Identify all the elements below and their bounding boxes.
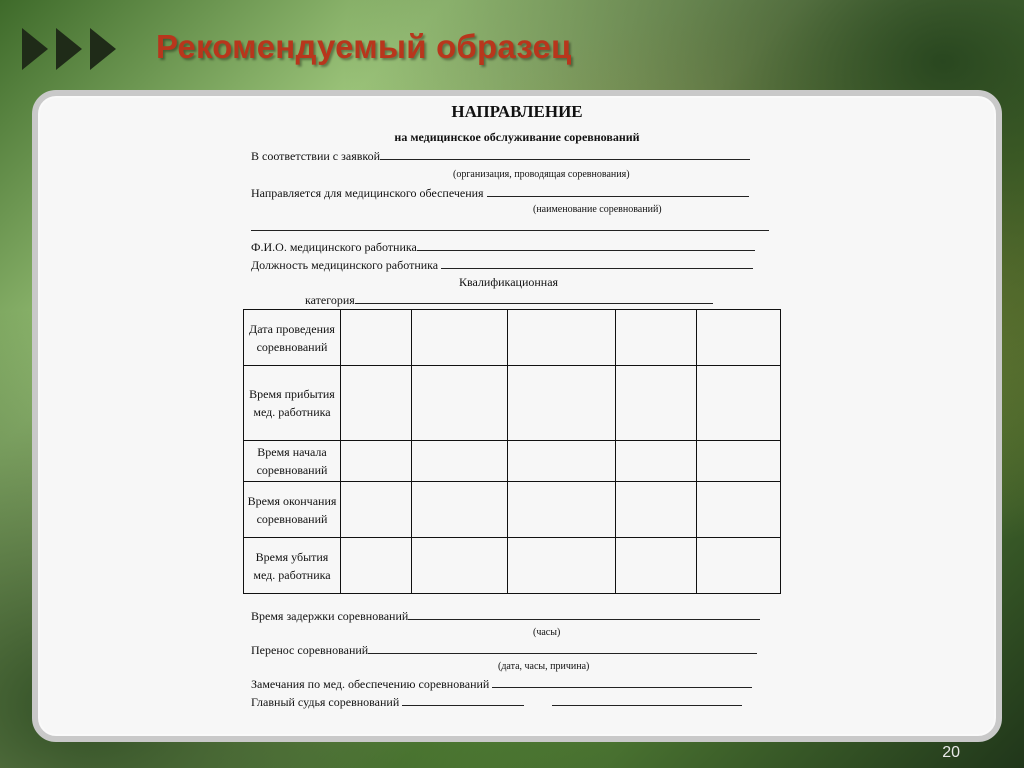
position-blank	[441, 257, 753, 269]
referral-form	[38, 96, 996, 736]
sent-for-label: Направляется для медицинского обеспечения	[251, 186, 484, 200]
table-cell	[697, 310, 781, 366]
judge-name-blank	[552, 694, 742, 706]
remarks-label: Замечания по мед. обеспечению соревнований	[251, 677, 490, 691]
row-label: Время прибытия мед. работника	[244, 366, 341, 441]
transfer-label: Перенос соревнований	[251, 643, 369, 657]
worker-name-blank	[417, 239, 755, 251]
table-cell	[616, 538, 697, 594]
nav-arrows	[22, 28, 124, 70]
schedule-table	[243, 309, 781, 594]
table-cell	[616, 482, 697, 538]
table-cell	[508, 482, 616, 538]
judge-signature-blank	[402, 694, 524, 706]
document-panel	[32, 90, 1002, 742]
table-cell	[508, 538, 616, 594]
table-cell	[412, 482, 508, 538]
qualification-line-1: Квалификационная	[459, 275, 559, 289]
table-row	[244, 310, 781, 366]
table-cell	[508, 366, 616, 441]
arrow-icon	[56, 28, 82, 70]
table-cell	[697, 441, 781, 482]
transfer-blank	[368, 642, 757, 654]
judge-label: Главный судья соревнований	[251, 695, 400, 709]
form-subtitle: на медицинское обслуживание соревнований	[394, 130, 640, 144]
table-cell	[341, 482, 412, 538]
page-number: 20	[942, 744, 960, 761]
delay-line	[251, 608, 760, 624]
table-cell	[341, 310, 412, 366]
table-cell	[341, 366, 412, 441]
table-cell	[341, 441, 412, 482]
arrow-icon	[90, 28, 116, 70]
table-cell	[616, 366, 697, 441]
application-label: В соответствии с заявкой	[251, 149, 381, 163]
position-line	[251, 257, 753, 273]
delay-label: Время задержки соревнований	[251, 609, 409, 623]
table-cell	[412, 366, 508, 441]
table-cell	[697, 482, 781, 538]
continuation-blank	[251, 219, 769, 231]
table-row	[244, 538, 781, 594]
delay-hint: (часы)	[533, 627, 561, 638]
table-row	[244, 441, 781, 482]
row-label: Время убытия мед. работника	[244, 538, 341, 594]
arrow-icon	[22, 28, 48, 70]
sent-for-line	[251, 185, 749, 201]
transfer-line	[251, 642, 757, 658]
position-label: Должность медицинского работника	[251, 258, 439, 272]
delay-blank	[408, 608, 760, 620]
qualification-blank	[355, 292, 713, 304]
transfer-hint: (дата, часы, причина)	[498, 661, 590, 672]
judge-line	[251, 694, 742, 710]
slide-title: Рекомендуемый образец	[156, 28, 572, 65]
table-cell	[616, 441, 697, 482]
table-cell	[508, 310, 616, 366]
row-label: Дата проведения соревнований	[244, 310, 341, 366]
table-cell	[616, 310, 697, 366]
worker-name-line	[251, 239, 755, 255]
row-label: Время начала соревнований	[244, 441, 341, 482]
qualification-line-2	[305, 292, 713, 308]
table-row	[244, 366, 781, 441]
sent-for-hint: (наименование соревнований)	[533, 204, 662, 215]
worker-name-label: Ф.И.О. медицинского работника	[251, 240, 417, 254]
application-blank	[380, 148, 750, 160]
remarks-blank	[492, 676, 752, 688]
form-title: НАПРАВЛЕНИЕ	[451, 102, 583, 121]
table-row	[244, 482, 781, 538]
qualification-label: категория	[305, 293, 355, 307]
row-label: Время окончания соревнований	[244, 482, 341, 538]
table-cell	[508, 441, 616, 482]
sent-for-blank	[487, 185, 749, 197]
table-cell	[412, 310, 508, 366]
application-hint: (организация, проводящая соревнования)	[453, 169, 630, 180]
application-line	[251, 148, 750, 164]
table-cell	[412, 538, 508, 594]
table-cell	[412, 441, 508, 482]
blank-line	[251, 219, 769, 235]
table-cell	[697, 366, 781, 441]
table-cell	[697, 538, 781, 594]
remarks-line	[251, 676, 752, 692]
table-cell	[341, 538, 412, 594]
